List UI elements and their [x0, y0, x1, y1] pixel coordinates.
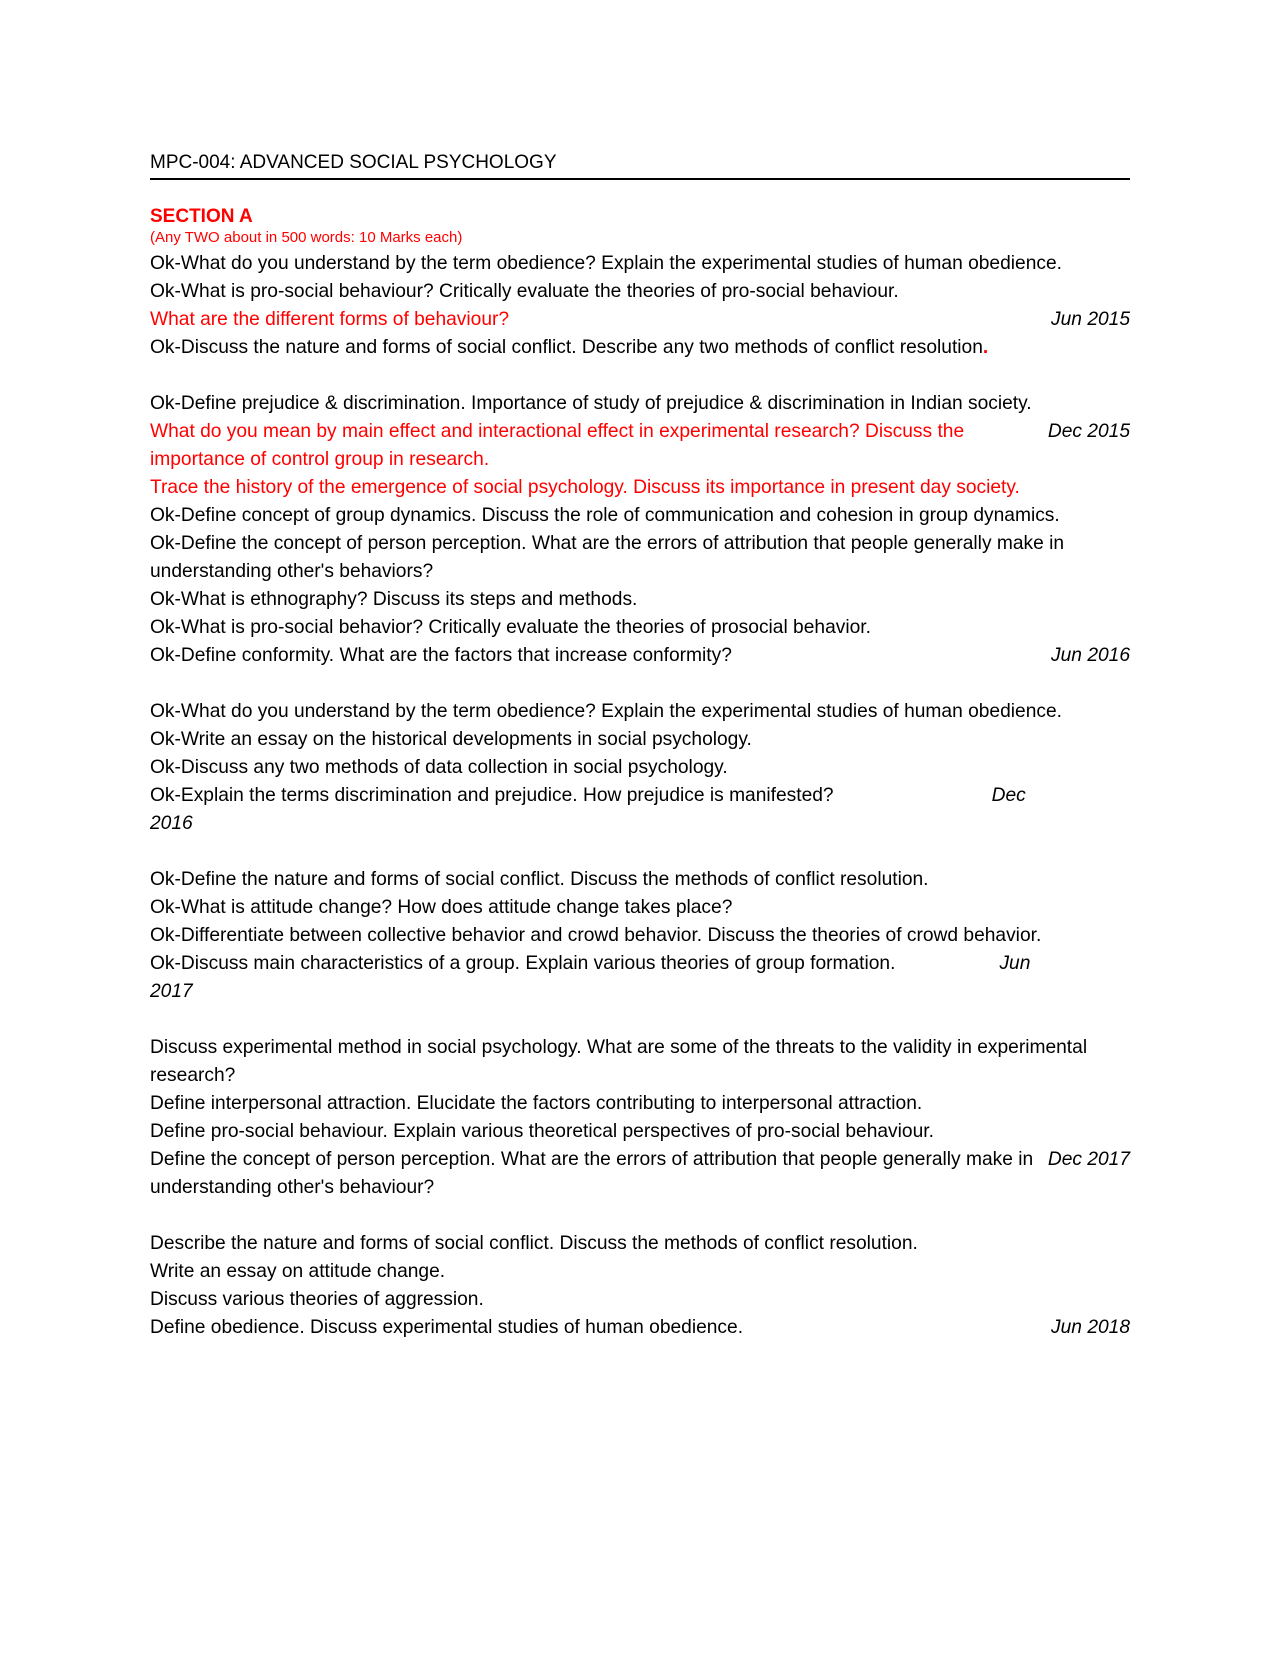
question-item — [150, 614, 1130, 642]
question-item — [150, 418, 1130, 474]
question-item — [150, 1118, 1130, 1146]
question-item — [150, 586, 1130, 614]
question-text: Ok-Discuss main characteristics of a group. Explain various theories of group formation. — [150, 953, 896, 974]
question-text: Ok-What is attitude change? How does attitude change takes place? — [150, 897, 733, 918]
question-text: Ok-What is ethnography? Discuss its steps and methods. — [150, 589, 638, 610]
red-period: . — [982, 337, 989, 358]
question-block — [150, 250, 1130, 362]
section-note: (Any TWO about in 500 words: 10 Marks each) — [150, 229, 463, 246]
exam-date: Jun 2018 — [1051, 1317, 1130, 1338]
question-text: Ok-Write an essay on the historical developments in social psychology. — [150, 729, 752, 750]
question-block — [150, 1034, 1130, 1202]
question-item — [150, 278, 1130, 306]
question-item — [150, 474, 1130, 502]
question-item — [150, 1258, 1130, 1286]
question-text: Describe the nature and forms of social conflict. Discuss the methods of conflict resolution. — [150, 1233, 918, 1254]
exam-date-year: 2017 — [150, 981, 193, 1002]
question-text: Ok-Define the nature and forms of social conflict. Discuss the methods of conflict resolution. — [150, 869, 929, 890]
question-text: Discuss various theories of aggression. — [150, 1289, 484, 1310]
question-item — [150, 950, 1130, 1006]
question-text: Ok-Differentiate between collective behavior and crowd behavior. Discuss the theories of crowd behavior. — [150, 925, 1042, 946]
question-item — [150, 1146, 1130, 1202]
question-blocks — [150, 250, 1130, 1342]
question-text: What do you mean by main effect and interactional effect in experimental research? Discuss the importance of control group in research. — [150, 421, 965, 470]
question-text: Ok-Define concept of group dynamics. Discuss the role of communication and cohesion in group dynamics. — [150, 505, 1060, 526]
document-title: MPC-004: ADVANCED SOCIAL PSYCHOLOGY — [150, 150, 1130, 180]
question-item — [150, 502, 1130, 530]
question-text: Define the concept of person perception. What are the errors of attribution that people generally make in understanding other's behaviour? — [150, 1149, 1034, 1198]
question-text: Ok-Discuss the nature and forms of social conflict. Describe any two methods of conflict resolution — [150, 337, 983, 358]
exam-date: Jun 2016 — [1051, 645, 1130, 666]
question-item — [150, 390, 1130, 418]
question-text: Discuss experimental method in social psychology. What are some of the threats to the validity in experimental research? — [150, 1037, 1088, 1086]
question-text: Ok-Define prejudice & discrimination. Importance of study of prejudice & discrimination in Indian society. — [150, 393, 1032, 414]
exam-date-year: 2016 — [150, 813, 193, 834]
question-item — [150, 922, 1130, 950]
question-text: Ok-What do you understand by the term obedience? Explain the experimental studies of human obedience. — [150, 701, 1062, 722]
question-text: Write an essay on attitude change. — [150, 1261, 446, 1282]
exam-date: Dec 2015 — [1047, 421, 1130, 442]
question-text: Ok-Define the concept of person perception. What are the errors of attribution that people generally make in understanding other's behaviors? — [150, 533, 1065, 582]
exam-date-month: Dec — [991, 785, 1026, 806]
question-item — [150, 1286, 1130, 1314]
document-page — [150, 150, 1130, 1370]
question-text: Ok-What do you understand by the term obedience? Explain the experimental studies of human obedience. — [150, 253, 1062, 274]
question-item — [150, 530, 1130, 586]
question-text: What are the different forms of behaviour? — [150, 309, 510, 330]
question-item — [150, 1090, 1130, 1118]
question-text: Define pro-social behaviour. Explain various theoretical perspectives of pro-social behaviour. — [150, 1121, 934, 1142]
question-item — [150, 306, 1130, 334]
question-text: Ok-What is pro-social behavior? Critically evaluate the theories of prosocial behavior. — [150, 617, 871, 638]
question-item — [150, 1230, 1130, 1258]
exam-date: Dec 2017 — [1047, 1149, 1130, 1170]
question-item — [150, 334, 1130, 362]
question-item — [150, 250, 1130, 278]
question-text: Define obedience. Discuss experimental studies of human obedience. — [150, 1317, 744, 1338]
exam-date-month: Jun — [999, 953, 1031, 974]
question-block — [150, 1230, 1130, 1342]
question-text: Ok-Explain the terms discrimination and prejudice. How prejudice is manifested? — [150, 785, 834, 806]
question-text: Ok-What is pro-social behaviour? Critically evaluate the theories of pro-social behaviour. — [150, 281, 899, 302]
question-item — [150, 1314, 1130, 1342]
question-text: Ok-Define conformity. What are the factors that increase conformity? — [150, 645, 732, 666]
section-heading: SECTION A — [150, 206, 253, 227]
exam-date: Jun 2015 — [1051, 309, 1130, 330]
question-text: Define interpersonal attraction. Elucidate the factors contributing to interpersonal attraction. — [150, 1093, 923, 1114]
question-item — [150, 782, 1130, 838]
question-item — [150, 698, 1130, 726]
question-block — [150, 390, 1130, 670]
question-block — [150, 866, 1130, 1006]
question-item — [150, 754, 1130, 782]
question-item — [150, 726, 1130, 754]
question-item — [150, 1034, 1130, 1090]
question-text: Ok-Discuss any two methods of data collection in social psychology. — [150, 757, 728, 778]
question-text: Trace the history of the emergence of social psychology. Discuss its importance in present day society. — [150, 477, 1020, 498]
question-item — [150, 894, 1130, 922]
question-block — [150, 698, 1130, 838]
question-item — [150, 642, 1130, 670]
question-item — [150, 866, 1130, 894]
